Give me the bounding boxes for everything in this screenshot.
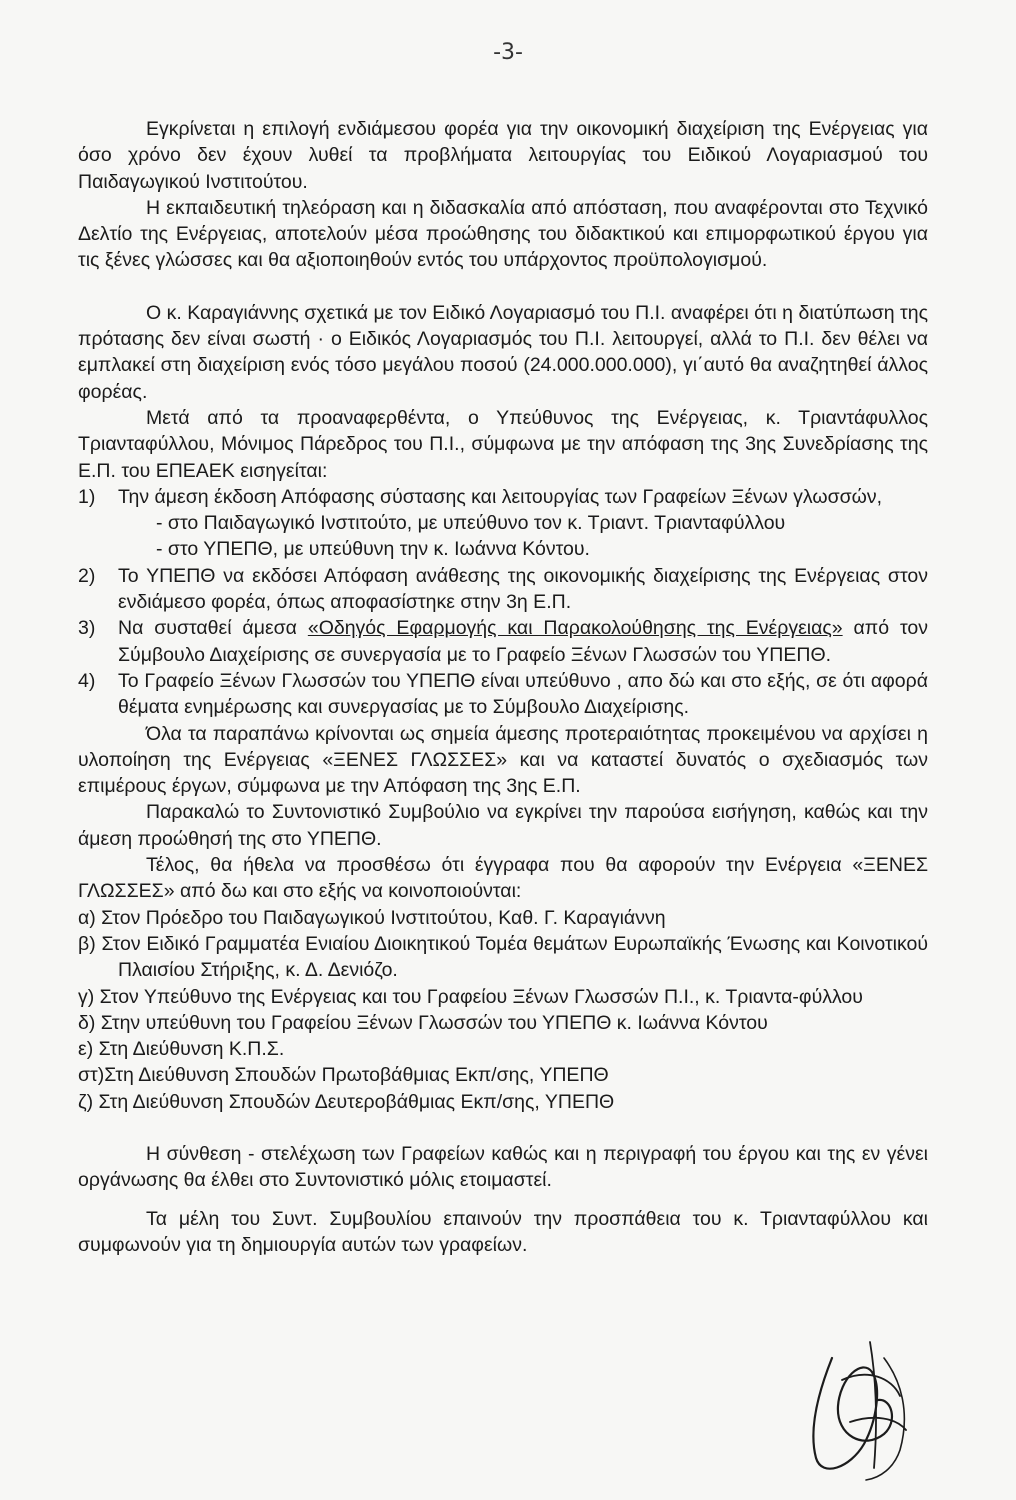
document-body xyxy=(78,116,928,1258)
item-label: 1) xyxy=(78,485,96,508)
item-text: Την άμεση έκδοση Απόφασης σύστασης και λειτουργίας των Γραφείων Ξένων γλωσσών, xyxy=(118,485,883,508)
item-text: Το ΥΠΕΠΘ να εκδόσει Απόφαση ανάθεσης της οικονομικής διαχείρισης της Ενέργειας στον ενδιάμεσο φορέα, όπως αποφασίστηκε στην 3η Ε.Π. xyxy=(118,564,928,614)
recipient-item: γ) Στον Υπεύθυνο της Ενέργειας και του Γραφείου Ξένων Γλωσσών Π.Ι., κ. Τριαντα-φύλλου xyxy=(78,985,863,1008)
recipient-item: στ)Στη Διεύθυνση Σπουδών Πρωτοβάθμιας Εκπ/σης, ΥΠΕΠΘ xyxy=(78,1064,609,1087)
paragraph-karagiannis: Ο κ. Καραγιάννης σχετικά με τον Ειδικό Λογαριασμό του Π.Ι. αναφέρει ότι η διατύπωση της πρότασης δεν είναι σωστή · ο Ειδικός Λογαριασμός του Π.Ι. λειτουργεί, αλλά το Π.Ι. δεν θέλει να εμπλακεί στη διαχείριση ενός τόσο μεγάλου ποσού (24.000.000.000), γι΄αυτό θα αναζητηθεί άλλος φορέας. xyxy=(78,301,928,403)
numbered-item-1 xyxy=(78,484,928,563)
paragraph-priorities: Όλα τα παραπάνω κρίνονται ως σημεία άμεσης προτεραιότητας προκειμένου να αρχίσει η υλοποίηση της Ενέργειας «ΞΕΝΕΣ ΓΛΩΣΣΕΣ» και να καταστεί δυνατός ο σχεδιασμός των επιμέρους έργων, σύμφωνα με την Απόφαση της 3ης Ε.Π. xyxy=(78,722,928,798)
item-text-pre: Να συσταθεί άμεσα xyxy=(118,617,308,640)
recipient-item: ε) Στη Διεύθυνση Κ.Π.Σ. xyxy=(78,1038,285,1061)
recipient-item: β) Στον Ειδικό Γραμματέα Ενιαίου Διοικητικού Τομέα θεμάτων Ευρωπαϊκής Ένωσης και Κοινοτικού Πλαισίου Στήριξης, κ. Δ. Δενιόζο. xyxy=(78,932,928,982)
item-text xyxy=(118,615,928,668)
paragraph-praise: Τα μέλη του Συντ. Συμβουλίου επαινούν την προσπάθεια του κ. Τριανταφύλλου και συμφωνούν για τη δημιουργία αυτών των γραφείων. xyxy=(78,1207,928,1256)
recipient-item: α) Στον Πρόεδρο του Παιδαγωγικού Ινστιτούτου, Καθ. Γ. Καραγιάννη xyxy=(78,906,666,929)
numbered-item-3 xyxy=(78,615,928,668)
item-sub-line: - στο ΥΠΕΠΘ, με υπεύθυνη την κ. Ιωάννα Κόντου. xyxy=(156,538,590,561)
paragraph-notify: Τέλος, θα ήθελα να προσθέσω ότι έγγραφα που θα αφορούν την Ενέργεια «ΞΕΝΕΣ ΓΛΩΣΣΕΣ» από δω και στο εξής να κοινοποιούνται: xyxy=(78,854,928,903)
numbered-item-2 xyxy=(78,563,928,616)
item-label: 3) xyxy=(78,617,96,640)
paragraph-approval: Εγκρίνεται η επιλογή ενδιάμεσου φορέα για την οικονομική διαχείριση της Ενέργειας για όσο χρόνο δεν έχουν λυθεί τα προβλήματα λειτουργίας του Ειδικού Λογαριασμού του Παιδαγωγικού Ινστιτούτου. xyxy=(78,118,928,193)
paragraph-proposal-intro: Μετά από τα προαναφερθέντα, ο Υπεύθυνος της Ενέργειας, κ. Τριαντάφυλλος Τριανταφύλλου, Μόνιμος Πάρεδρος του Π.Ι., σύμφωνα με την απόφαση της 3ης Συνεδρίασης της Ε.Π. του ΕΠΕΑΕΚ εισηγείται: xyxy=(78,406,928,482)
paragraph-staffing: Η σύνθεση - στελέχωση των Γραφείων καθώς και η περιγραφή του έργου και της εν γένει οργάνωσης θα έλθει στο Συντονιστικό μόλις ετοιμαστεί. xyxy=(78,1142,928,1192)
recipient-item: δ) Στην υπεύθυνη του Γραφείου Ξένων Γλωσσών του ΥΠΕΠΘ κ. Ιωάννα Κόντου xyxy=(78,1011,768,1034)
item-text: Το Γραφείο Ξένων Γλωσσών του ΥΠΕΠΘ είναι υπεύθυνο , απο δώ και στο εξής, σε ότι αφορά θέματα ενημέρωσης και συνεργασίας με το Σύμβουλο Διαχείρισης. xyxy=(118,669,928,719)
paragraph-request: Παρακαλώ το Συντονιστικό Συμβούλιο να εγκρίνει την παρούσα εισήγηση, καθώς και την άμεση προώθησή της στο ΥΠΕΠΘ. xyxy=(78,801,928,850)
handwritten-signature xyxy=(780,1318,940,1488)
guide-title-underlined: «Οδηγός Εφαρμογής και Παρακολούθησης της Ενέργειας» xyxy=(307,617,843,640)
numbered-item-4 xyxy=(78,668,928,721)
item-sub-line: - στο Παιδαγωγικό Ινστιτούτο, με υπεύθυνο τον κ. Τριαντ. Τριανταφύλλου xyxy=(156,512,786,535)
item-label: 2) xyxy=(78,564,96,587)
paragraph-education-tv: Η εκπαιδευτική τηλεόραση και η διδασκαλία από απόσταση, που αναφέρονται στο Τεχνικό Δελτίο της Ενέργειας, αποτελούν μέσα προώθησης του διδακτικού και επιμορφωτικού έργου για τις ξένες γλώσσες και θα αξιοποιηθούν εντός του υπάρχοντος προϋπολογισμού. xyxy=(78,196,928,272)
item-text-post: από τον Σύμβουλο Διαχείρισης σε συνεργασία με το Γραφείο Ξένων Γλωσσών του ΥΠΕΠΘ. xyxy=(118,617,928,666)
page-number: -3- xyxy=(493,40,523,65)
recipient-item: ζ) Στη Διεύθυνση Σπουδών Δευτεροβάθμιας Εκπ/σης, ΥΠΕΠΘ xyxy=(78,1090,615,1113)
item-label: 4) xyxy=(78,669,96,692)
